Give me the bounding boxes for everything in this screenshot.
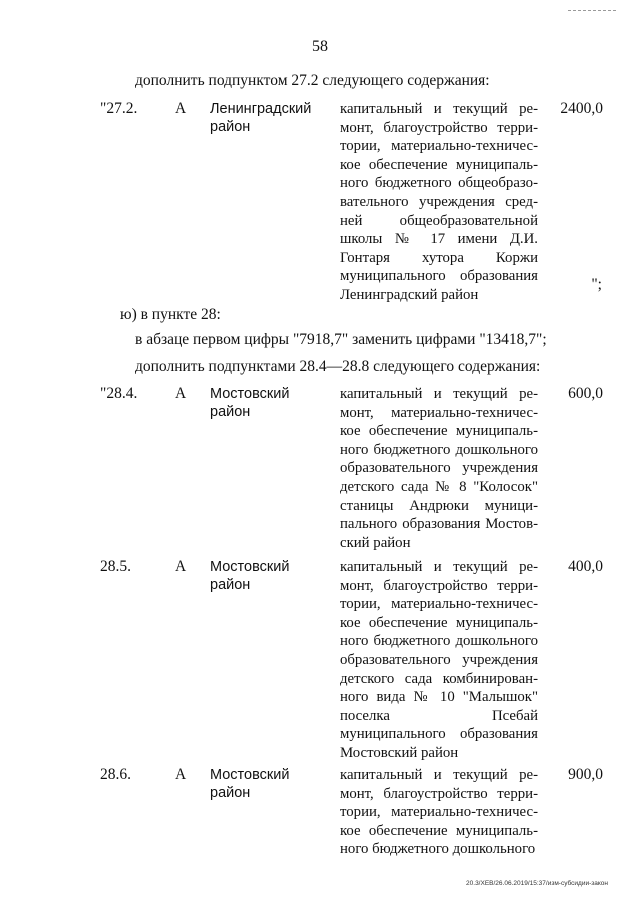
section-28-heading: ю) в пункте 28: [120, 306, 221, 323]
item-number: 28.5. [100, 558, 131, 575]
item-district: Мостовский район [210, 559, 290, 593]
item-category: А [175, 558, 187, 575]
item-number: "28.4. [100, 385, 138, 402]
item-category: А [175, 766, 187, 783]
item-category: А [175, 100, 187, 117]
closing-quote: "; [591, 276, 602, 293]
footer-code: 20.3/XEB/26.06.2019/15:37/изм-субсидии-закон [466, 880, 608, 887]
item-description: капитальный и текущий ремонт, благоустройство территории, материально-техническое обеспечение муниципального бюджетного дошкольного [340, 767, 538, 858]
intro-27-text: дополнить подпунктом 27.2 следующего содержания: [135, 72, 490, 89]
section-28-line1: в абзаце первом цифры "7918,7" заменить цифрами "13418,7"; [135, 331, 547, 348]
item-amount: 2400,0 [560, 100, 603, 117]
corner-mark [568, 10, 616, 13]
item-district: Мостовский район [210, 386, 290, 420]
item-district: Ленинградский район [210, 101, 312, 135]
item-number: "27.2. [100, 100, 138, 117]
item-amount: 400,0 [568, 558, 603, 575]
item-number: 28.6. [100, 766, 131, 783]
item-district: Мостовский район [210, 767, 290, 801]
item-description: капитальный и текущий ремонт, благоустройство территории, материально-техническое обеспечение муниципального бюджетного общеобразовательного учреждения средней общеобразовательной школы № 17 имени Д.И. Гонтаря хутора Коржи муниципального образования Ленинградский район [340, 101, 538, 303]
item-description: капитальный и текущий ремонт, благоустройство территории, материально-техническое обеспечение муниципального бюджетного дошкольного образовательного учреждения детского сада комбинированного вида № 10 "Малышок" поселка Псебай муниципального образования Мостовский район [340, 559, 538, 761]
page-number: 58 [312, 38, 328, 55]
section-28-line2: дополнить подпунктами 28.4—28.8 следующего содержания: [135, 358, 541, 375]
item-amount: 900,0 [568, 766, 603, 783]
item-amount: 600,0 [568, 385, 603, 402]
item-description: капитальный и текущий ремонт, материально-техническое обеспечение муниципального бюджетного дошкольного образовательного учреждения детского сада № 8 "Колосок" станицы Андрюки муниципального образования Мостовский район [340, 386, 538, 551]
item-category: А [175, 385, 187, 402]
